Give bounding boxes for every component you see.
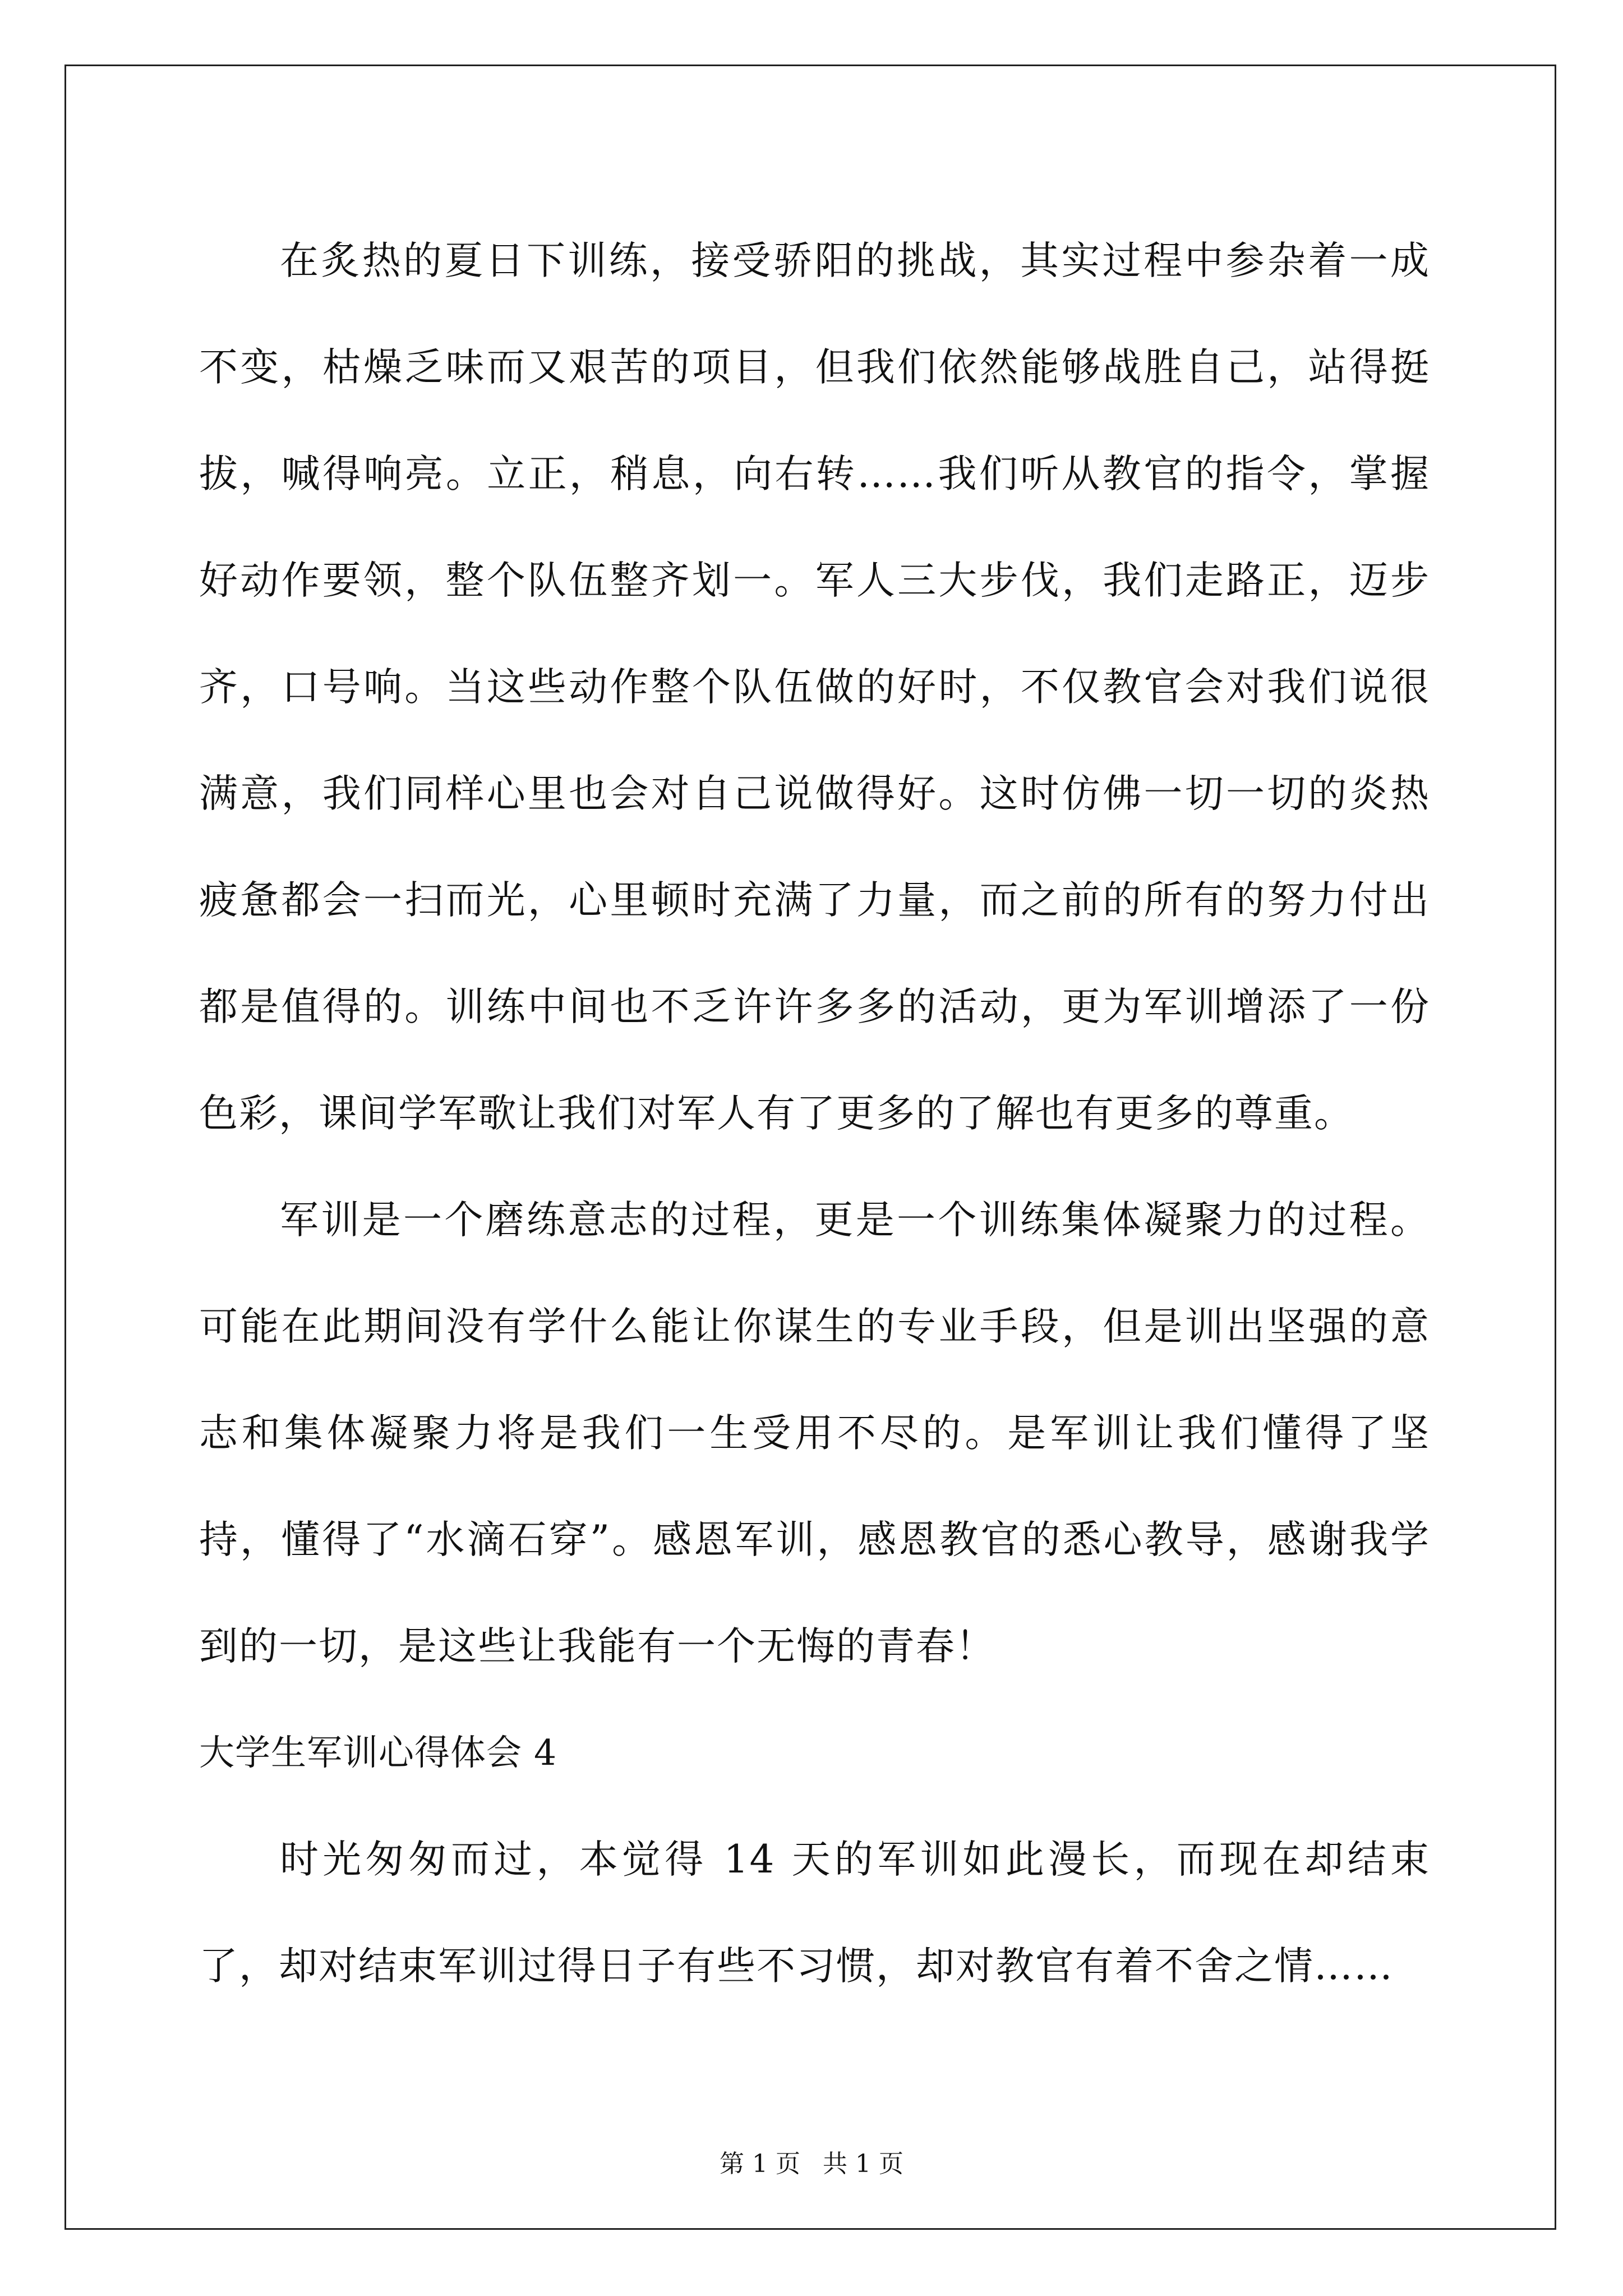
- paragraph-training-willpower: 军训是一个磨练意志的过程，更是一个训练集体凝聚力的过程。可能在此期间没有学什么能让你谋生的专业手段，但是训出坚强的意志和集体凝聚力将是我们一生受用不尽的。是军训让我们懂得了坚持，懂得了“水滴石穿”。感恩军训，感恩教官的悉心教导，感谢我学到的一切，是这些让我能有一个无悔的青春！: [199, 1198, 1430, 1669]
- page-total: 共 1 页: [823, 2150, 903, 2178]
- document-body: [199, 208, 1430, 2019]
- page-number: 第 1 页: [720, 2150, 800, 2178]
- paragraph-time-passed: 时光匆匆而过，本觉得 14 天的军训如此漫长，而现在却结束了，却对结束军训过得日子有些不习惯，却对教官有着不舍之情……: [199, 1837, 1430, 1989]
- paragraph-training-summer: 在炙热的夏日下训练，接受骄阳的挑战，其实过程中参杂着一成不变，枯燥乏味而又艰苦的项目，但我们依然能够战胜自己，站得挺拔，喊得响亮。立正，稍息，向右转……我们听从教官的指令，掌握好动作要领，整个队伍整齐划一。军人三大步伐，我们走路正，迈步齐，口号响。当这些动作整个队伍做的好时，不仅教官会对我们说很满意，我们同样心里也会对自己说做得好。这时仿佛一切一切的炎热疲惫都会一扫而光，心里顿时充满了力量，而之前的所有的努力付出都是值得的。训练中间也不乏许许多多的活动，更为军训增添了一份色彩，课间学军歌让我们对军人有了更多的了解也有更多的尊重。: [199, 238, 1430, 1136]
- section-heading: 大学生军训心得体会 4: [199, 1732, 557, 1773]
- page-footer: [0, 2147, 1623, 2181]
